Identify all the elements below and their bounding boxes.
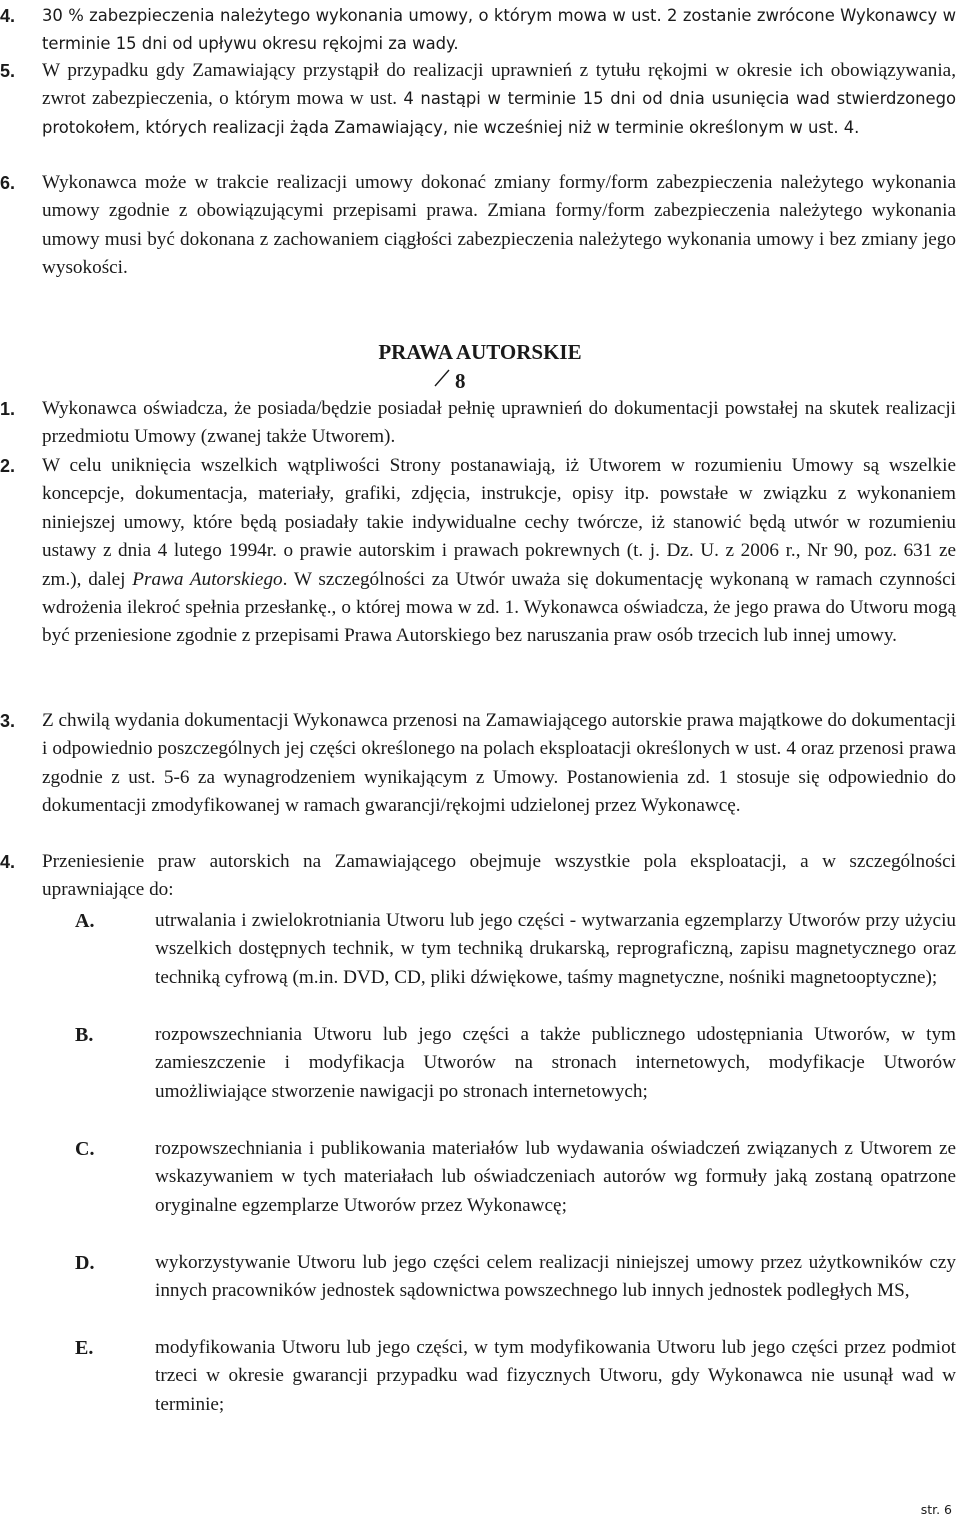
subitem-letter: B.: [75, 1024, 94, 1046]
clause-text-a: W celu uniknięcia wszelkich wątpliwości Strony postanawiają, iż Utworem w rozumieniu Umowy są wszelkie koncepcje, dokumentacja, materiały, grafiki, zdjęcia, instrukcje, opisy itp. powstałe w związku z wykonaniem niniejszej umowy, które będą posiadały takie indywidualne cechy twórcze, iż stanowić będą utwór w rozumieniu ustawy z dnia 4 lutego 1994r. o prawie autorskim i prawach pokrewnych (t. j. Dz. U. z 2006 r., Nr 90, poz. 631 ze zm.), dalej: [42, 455, 956, 590]
subitem-letter: E.: [75, 1337, 94, 1359]
clause-5: [0, 57, 956, 142]
subitem-text: utrwalania i zwielokrotniania Utworu lub jego części - wytwarzania egzemplarzy Utworów przy użyciu wszelkich dostępnych technik, w tym techniką drukarską, reprograficzną, zapisu magnetycznego oraz techniką cyfrową (m.in. DVD, CD, pliki dźwiękowe, taśmy magnetyczne, nośniki magnetooptyczne);: [155, 910, 956, 988]
clause-1: [0, 395, 956, 452]
page-number: str. 6: [920, 1502, 952, 1517]
subitem-d: [75, 1249, 956, 1306]
clause-text: Przeniesienie praw autorskich na Zamawiającego obejmuje wszystkie pola eksploatacji, a w szczególności uprawniające do:: [42, 851, 956, 901]
section-title: PRAWA AUTORSKIE: [378, 340, 582, 364]
clause-number: 4.: [0, 852, 16, 872]
clause-text-b: . W szczególności za Utwór uważa się dokumentację wykonaną w ramach czynności wdrożenia ilekroć spełnia przesłankę., o której mowa w zd. 1. Wykonawca oświadcza, że jego prawa do Utworu mogą być przeniesione zgodnie z przepisami Prawa Autorskiego bez naruszania praw osób trzecich lub innej umowy.: [42, 568, 956, 647]
clause-number: 3.: [0, 711, 16, 731]
subitem-b: [75, 1021, 956, 1106]
clause-text-italic: Prawa Autorskiego: [132, 568, 283, 590]
subitem-c: [75, 1135, 956, 1220]
clause-6: [0, 169, 956, 283]
clause-text: Wykonawca oświadcza, że posiada/będzie posiadał pełnię uprawnień do dokumentacji powstałej na skutek realizacji przedmiotu Umowy (zwanej także Utworem).: [42, 398, 956, 448]
clause-text-b: 4 nastąpi w terminie 15 dni od dnia usunięcia wad stwierdzonego protokołem, których realizacji żąda Zamawiający, nie wcześniej niż w terminie określonym w ust. 4.: [42, 89, 956, 137]
clause-text: 30 % zabezpieczenia należytego wykonania umowy, o którym mowa w ust. 2 zostanie zwrócone Wykonawcy w terminie 15 dni od upływu okresu rękojmi za wady.: [42, 6, 956, 54]
clause-number: 5.: [0, 61, 16, 81]
clause-4-top: [0, 2, 956, 59]
subitem-text: rozpowszechniania Utworu lub jego części a także publicznego udostępniania Utworów, w tym zamieszczenie i modyfikacja Utworów na stronach internetowych, modyfikacje Utworów umożliwiające stworzenie nawigacji po stronach internetowych;: [155, 1024, 956, 1102]
clause-number: 1.: [0, 399, 16, 419]
subitem-letter: C.: [75, 1138, 95, 1160]
clause-4: [0, 848, 956, 905]
clause-3: [0, 707, 956, 821]
subitem-text: wykorzystywanie Utworu lub jego części celem realizacji niniejszej umowy przez użytkowników czy innych pracowników jednostek sądownictwa powszechnego lub innych jednostek podległych MS,: [155, 1252, 956, 1302]
clause-text: Wykonawca może w trakcie realizacji umowy dokonać zmiany formy/form zabezpieczenia należytego wykonania umowy zgodnie z obowiązującymi przepisami prawa. Zmiana formy/form zabezpieczenia należytego wykonania umowy musi być dokonana z zachowaniem ciągłości zabezpieczenia należytego wykonania umowy i bez zmiany jego wysokości.: [42, 172, 956, 279]
clause-number: 2.: [0, 456, 16, 476]
section-number: 8: [455, 369, 466, 393]
clause-text-a: W przypadku gdy Zamawiający przystąpił do realizacji uprawnień z tytułu rękojmi w okresie ich obowiązywania, zwrot zabezpieczenia, o którym mowa w ust.: [42, 60, 956, 110]
subitem-e: [75, 1334, 956, 1419]
section-sign-icon: [434, 367, 450, 387]
subitem-a: [75, 907, 956, 992]
subitem-text: rozpowszechniania i publikowania materiałów lub wydawania oświadczeń związanych z Utworem ze wskazywaniem w tych materiałach lub oświadczeniach autorów wg formuły jaką zostaną opatrzone oryginalne egzemplarze Utworów przez Wykonawcę;: [155, 1138, 956, 1216]
subitem-letter: D.: [75, 1252, 95, 1274]
clause-number: 6.: [0, 173, 16, 193]
clause-number: 4.: [0, 6, 16, 26]
subitem-letter: A.: [75, 910, 95, 932]
clause-2: [0, 452, 956, 651]
clause-text: Z chwilą wydania dokumentacji Wykonawca przenosi na Zamawiającego autorskie prawa majątkowe do dokumentacji i odpowiednio poszczególnych jej części określonego na polach eksploatacji określonych w ust. 4 oraz przenosi prawa zgodnie z ust. 5-6 za wynagrodzeniem wynikającym z Umowy. Postanowienia zd. 1 stosuje się odpowiednio do dokumentacji zmodyfikowanej w ramach gwarancji/rękojmi udzielonej przez Wykonawcę.: [42, 710, 956, 817]
subitem-text: modyfikowania Utworu lub jego części, w tym modyfikowania Utworu lub jego części przez podmiot trzeci w okresie gwarancji przypadku wad fizycznych Utworu, gdy Wykonawca nie usunął wad w terminie;: [155, 1337, 956, 1415]
